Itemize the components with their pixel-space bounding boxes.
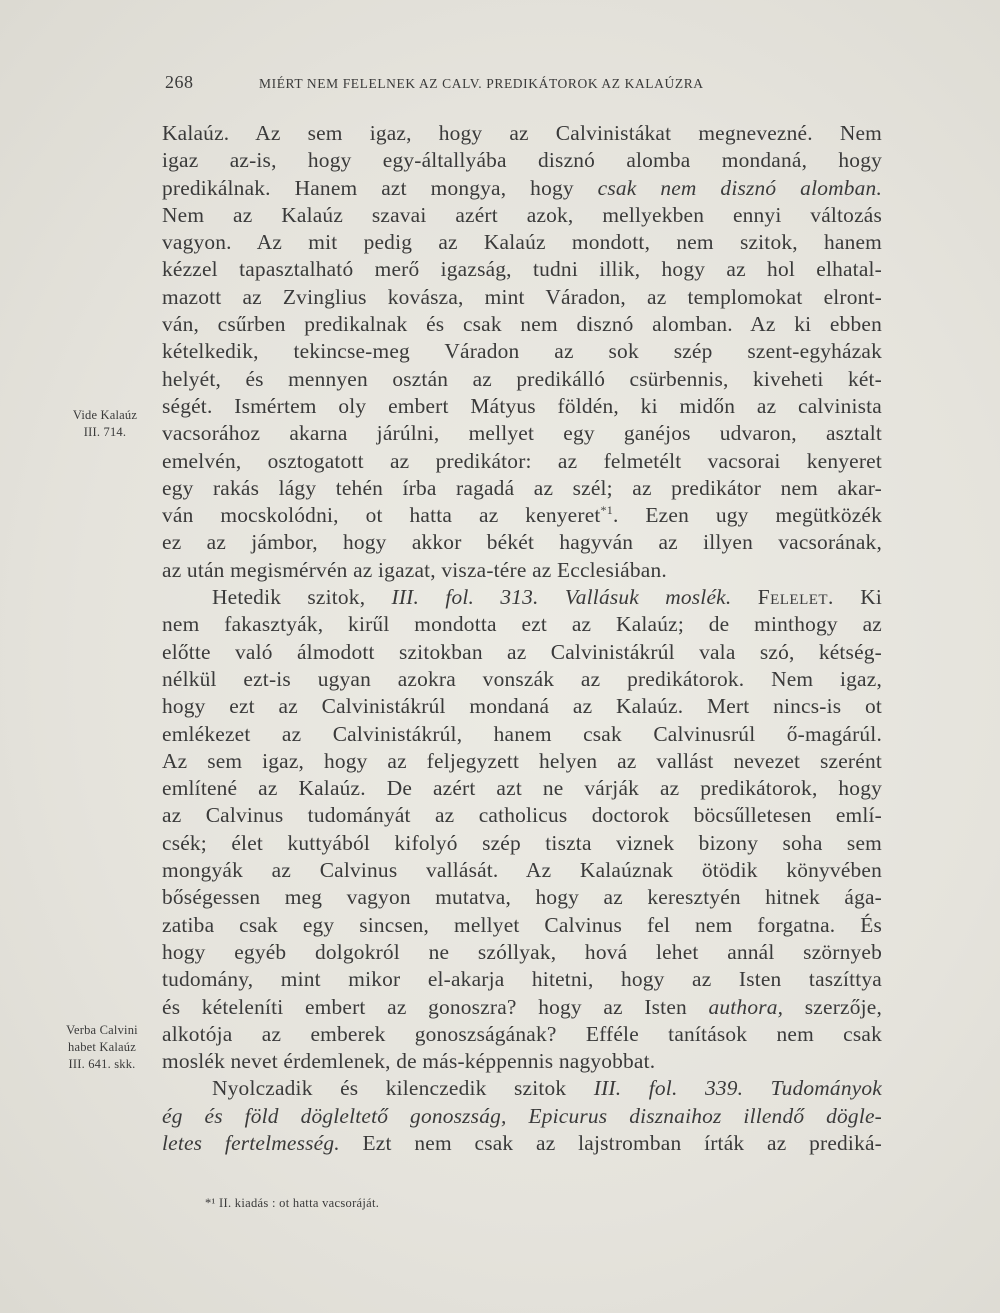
text-segment: említené az Kalaúz. De azért azt ne várják az predikátorok, hogy	[162, 776, 882, 801]
text-segment: egy rakás lágy tehén írba ragadá az szél; az predikátor nem akar-	[162, 475, 882, 500]
text-segment: letes fertelmesség.	[162, 1130, 340, 1155]
text-segment: az után megismérvén az igazat, visza-tére az Ecclesiában.	[162, 557, 667, 582]
text-segment: ségét. Ismértem oly embert Mátyus földén, ki midőn az calvinista	[162, 393, 882, 418]
text-line	[162, 147, 882, 174]
text-segment: igaz az-is, hogy egy-általlyába disznó alomba mondaná, hogy	[162, 148, 882, 173]
text-segment: III. fol. 313. Vallásuk moslék.	[391, 585, 732, 610]
text-line	[162, 966, 882, 993]
text-line	[162, 393, 882, 420]
text-line	[162, 994, 882, 1021]
text-segment: . Ezen ugy megütközék	[612, 503, 883, 528]
text-segment: kézzel tapasztalható merő igazság, tudni illik, hogy az hol elhatal-	[162, 257, 882, 282]
text-line	[162, 1103, 882, 1130]
text-line	[162, 1130, 882, 1157]
footnote-marker: *1	[600, 503, 613, 518]
bleed-through-smudge	[48, 240, 168, 256]
margin-note-verba-calvini	[50, 1022, 154, 1073]
text-segment: bőségessen meg vagyon mutatva, hogy az keresztyén hitnek ága-	[162, 885, 882, 910]
text-line	[162, 1075, 882, 1102]
margin-note-line: III. 714.	[83, 425, 127, 439]
text-line	[162, 256, 882, 283]
text-segment: emlékezet az Calvinistákrúl, hanem csak Calvinusrúl ő-magárúl.	[162, 721, 882, 746]
text-segment: csak nem disznó alomban.	[597, 175, 882, 200]
text-segment: tudomány, mint mikor el-akarja hitetni, hogy az Isten taszíttya	[162, 967, 882, 992]
body-text	[162, 120, 882, 1157]
margin-note-line: Verba Calvini	[66, 1023, 138, 1037]
text-segment: moslék nevet érdemlenek, de más-képpennis nagyobbat.	[162, 1049, 656, 1074]
text-line	[162, 175, 882, 202]
text-line	[162, 693, 882, 720]
text-segment: kételkedik, tekincse-meg Váradon az sok szép szent-egyházak	[162, 339, 882, 364]
text-line	[162, 884, 882, 911]
text-line	[162, 1048, 882, 1075]
text-segment: authora,	[708, 994, 784, 1019]
text-line	[162, 830, 882, 857]
text-segment	[731, 585, 757, 609]
text-segment: zatiba csak egy sincsen, mellyet Calvinus fel nem forgatna. És	[162, 912, 882, 937]
text-segment: hogy egyéb dolgokról ne szóllyak, hová lehet annál szörnyeb	[162, 939, 882, 964]
text-segment: ván mocskolódni, ot hatta az kenyeret	[162, 503, 601, 528]
text-line	[162, 611, 882, 638]
text-segment: vacsorához akarna járúlni, mellyet egy ganéjos udvaron, asztalt	[162, 421, 882, 446]
text-segment: szerzője,	[783, 994, 882, 1019]
text-line	[162, 420, 882, 447]
text-segment: az Calvinus tudományát az catholicus doctorok böcsűlletesen emlí-	[162, 803, 882, 828]
margin-note-line: habet Kalaúz	[68, 1040, 136, 1054]
text-line	[162, 1021, 882, 1048]
text-segment: nélkül ezt-is ugyan azokra vonszák az predikátorok. Nem igaz,	[162, 666, 882, 691]
text-segment: Ki	[833, 585, 882, 610]
text-segment: III. fol. 339. Tudományok	[593, 1076, 882, 1101]
text-line	[162, 338, 882, 365]
text-segment: előtte való álmodott szitokban az Calvinistákrúl vala szó, kétség-	[162, 639, 882, 664]
text-segment: és kételeníti embert az gonoszra? hogy az Isten	[162, 994, 709, 1019]
text-segment: alkotója az emberek gonoszságának? Efféle tanítások nem csak	[162, 1021, 882, 1046]
text-segment: Felelet.	[757, 585, 834, 610]
text-segment: predikálnak. Hanem azt mongya, hogy	[162, 175, 598, 200]
text-segment: ez az jámbor, hogy akkor békét hagyván az illyen vacsorának,	[162, 530, 882, 555]
text-segment: Az sem igaz, hogy az feljegyzett helyen az vallást nevezet szerént	[162, 748, 882, 773]
text-line	[162, 120, 882, 147]
text-segment: hogy ezt az Calvinistákrúl mondaná az Kalaúz. Mert nincs-is ot	[162, 694, 882, 719]
text-line	[162, 202, 882, 229]
text-segment: helyét, és mennyen osztán az predikálló csürbennis, kiveheti két-	[162, 366, 882, 391]
text-segment: vagyon. Az mit pedig az Kalaúz mondott, nem szitok, hanem	[162, 230, 882, 255]
text-line	[162, 366, 882, 393]
text-line	[162, 448, 882, 475]
text-line	[162, 912, 882, 939]
text-line	[162, 502, 882, 529]
text-line	[162, 802, 882, 829]
text-line	[162, 857, 882, 884]
text-line	[162, 229, 882, 256]
text-segment: csék; élet kuttyából kifolyó szép tiszta viznek bizony soha sem	[162, 830, 882, 855]
text-segment: Hetedik szitok,	[212, 585, 392, 610]
text-segment: Nem az Kalaúz szavai azért azok, mellyekben ennyi változás	[162, 202, 882, 227]
page-number: 268	[165, 72, 194, 92]
text-segment: mongyák az Calvinus vallását. Az Kalaúznak ötödik könyvében	[162, 858, 882, 883]
text-segment: Ezt nem csak az lajstromban írták az prediká-	[339, 1130, 882, 1155]
text-segment: emelvén, osztogatott az predikátor: az felmetélt vacsorai kenyeret	[162, 448, 882, 473]
text-segment: ván, csűrben predikalnak és csak nem disznó alomban. Az ki ebben	[162, 312, 882, 337]
text-line	[162, 639, 882, 666]
text-line	[162, 584, 882, 611]
running-head: MIÉRT NEM FELELNEK AZ CALV. PREDIKÁTOROK AZ KALAÚZRA	[259, 76, 704, 91]
margin-note-vide-kalauz	[52, 407, 158, 441]
text-line	[162, 748, 882, 775]
text-segment: mazott az Zvinglius kovásza, mint Váradon, az templomokat elront-	[162, 284, 882, 309]
text-line	[162, 721, 882, 748]
text-line	[162, 311, 882, 338]
text-line	[162, 284, 882, 311]
text-line	[162, 666, 882, 693]
text-segment: nem fakasztyák, kirűl mondotta ezt az Kalaúz; de minthogy az	[162, 612, 882, 637]
page-header	[165, 72, 885, 100]
text-line	[162, 775, 882, 802]
text-line	[162, 529, 882, 556]
text-line	[162, 475, 882, 502]
margin-note-line: III. 641. skk.	[68, 1057, 136, 1071]
text-line	[162, 939, 882, 966]
margin-note-line: Vide Kalaúz	[72, 408, 138, 422]
text-segment: Nyolczadik és kilenczedik szitok	[212, 1076, 594, 1101]
text-segment: Kalaúz. Az sem igaz, hogy az Calvinistákat megnevezné. Nem	[162, 121, 882, 145]
text-segment: ég és föld dögleltető gonoszság, Epicurus disznaihoz illendő dögle-	[162, 1103, 882, 1128]
footnote: *¹ II. kiadás : ot hatta vacsoráját.	[205, 1196, 380, 1210]
text-line	[162, 557, 882, 584]
